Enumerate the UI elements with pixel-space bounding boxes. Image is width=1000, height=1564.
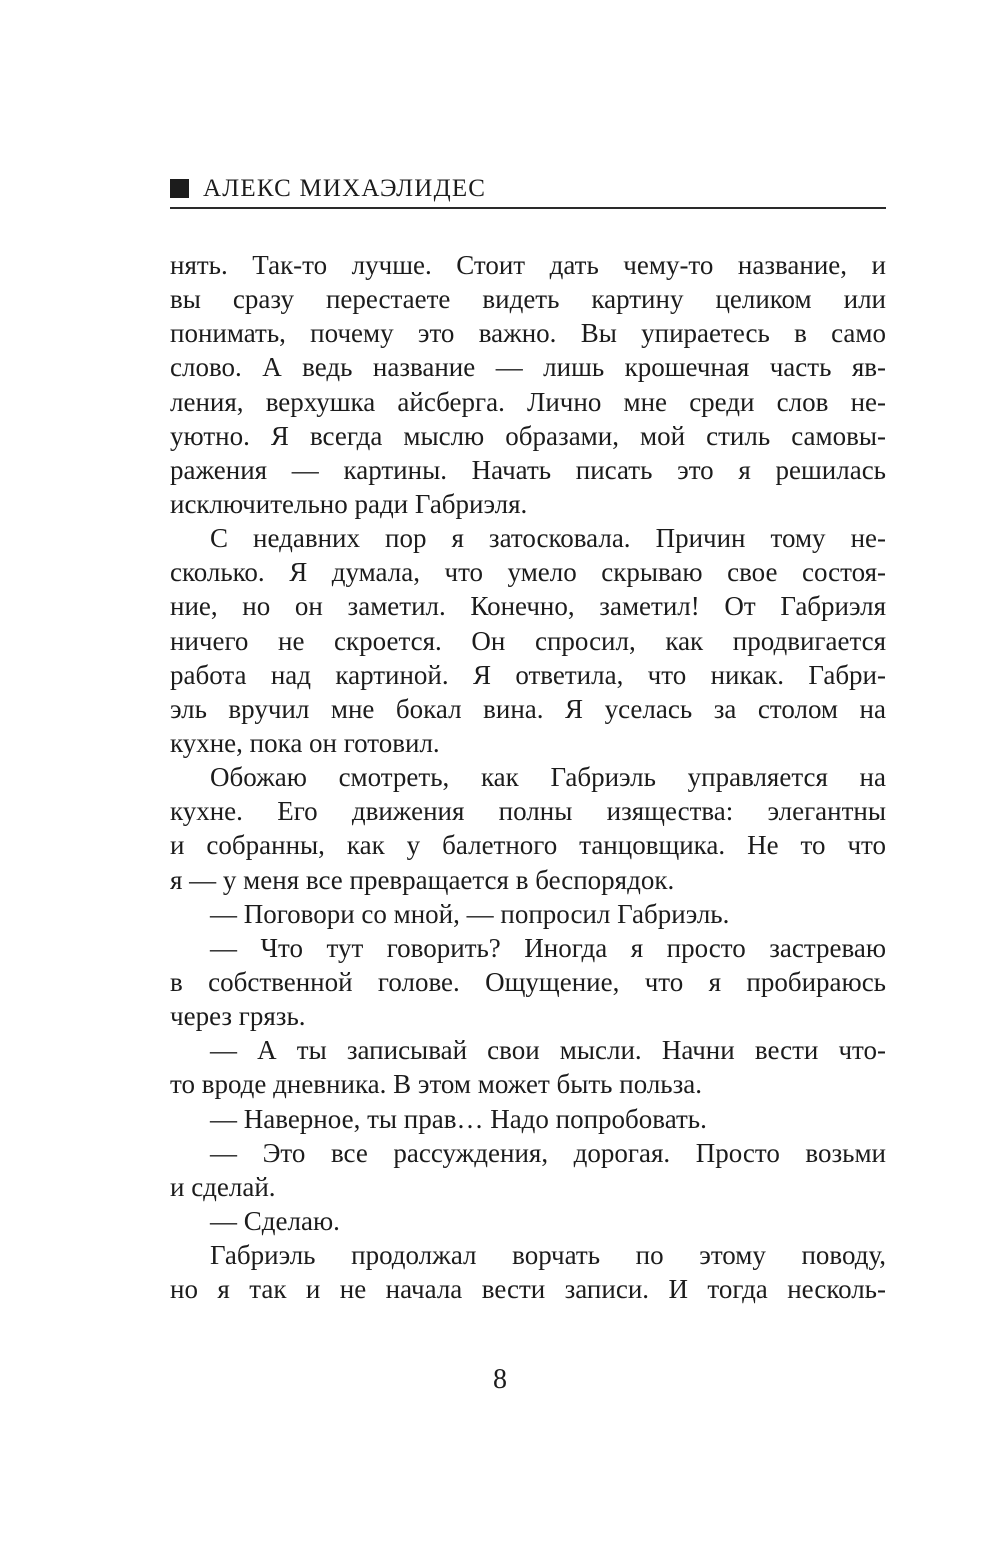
running-head xyxy=(170,173,886,209)
text-line: вы сразу перестаете видеть картину целиком или xyxy=(170,284,886,315)
text-line: кухне. Его движения полны изящества: элегантны xyxy=(170,796,886,827)
text-line: ничего не скроется. Он спросил, как продвигается xyxy=(170,625,886,656)
header-square-ornament xyxy=(170,179,189,198)
text-line: ражения — картины. Начать писать это я решилась xyxy=(170,454,886,485)
text-line: ние, но он заметил. Конечно, заметил! От Габриэля xyxy=(170,591,886,622)
text-line: — Сделаю. xyxy=(210,1205,340,1236)
text-line: понимать, почему это важно. Вы упираетесь в само xyxy=(170,318,886,349)
text-line: слово. А ведь название — лишь крошечная часть яв- xyxy=(170,352,886,383)
text-line: Габриэль продолжал ворчать по этому поводу, xyxy=(210,1240,886,1271)
body-text xyxy=(170,248,886,1306)
text-line: исключительно ради Габриэля. xyxy=(170,488,528,519)
text-line: сколько. Я думала, что умело скрываю свое состоя- xyxy=(170,557,886,588)
text-line: через грязь. xyxy=(170,1001,306,1032)
text-line: уютно. Я всегда мыслю образами, мой стиль самовы- xyxy=(170,420,886,451)
text-line: — Это все рассуждения, дорогая. Просто возьми xyxy=(210,1137,886,1168)
text-line: я — у меня все превращается в беспорядок. xyxy=(170,864,675,895)
page-number: 8 xyxy=(493,1364,507,1395)
text-line: нять. Так-то лучше. Стоит дать чему-то название, и xyxy=(170,250,886,280)
text-line: — Наверное, ты прав… Надо попробовать. xyxy=(210,1103,707,1134)
text-line: — А ты записывай свои мысли. Начни вести что- xyxy=(210,1035,886,1066)
text-line: эль вручил мне бокал вина. Я уселась за столом на xyxy=(170,693,886,724)
header-author-name: АЛЕКС МИХАЭЛИДЕС xyxy=(203,175,487,202)
text-line: Обожаю смотреть, как Габриэль управляется на xyxy=(210,762,886,793)
text-line: и сделай. xyxy=(170,1171,276,1202)
text-line: кухне, пока он готовил. xyxy=(170,727,440,758)
text-line: работа над картиной. Я ответила, что никак. Габри- xyxy=(170,659,886,690)
text-line: — Поговори со мной, — попросил Габриэль. xyxy=(210,898,730,929)
text-line: и собранны, как у балетного танцовщика. Не то что xyxy=(170,830,886,861)
text-line: ления, верхушка айсберга. Лично мне среди слов не- xyxy=(170,386,886,417)
text-line: — Что тут говорить? Иногда я просто застреваю xyxy=(210,932,886,963)
text-line: то вроде дневника. В этом может быть польза. xyxy=(170,1069,703,1100)
text-line: в собственной голове. Ощущение, что я пробираюсь xyxy=(170,966,886,997)
text-line: С недавних пор я затосковала. Причин тому не- xyxy=(210,523,886,554)
text-line: но я так и не начала вести записи. И тогда несколь- xyxy=(170,1274,886,1305)
